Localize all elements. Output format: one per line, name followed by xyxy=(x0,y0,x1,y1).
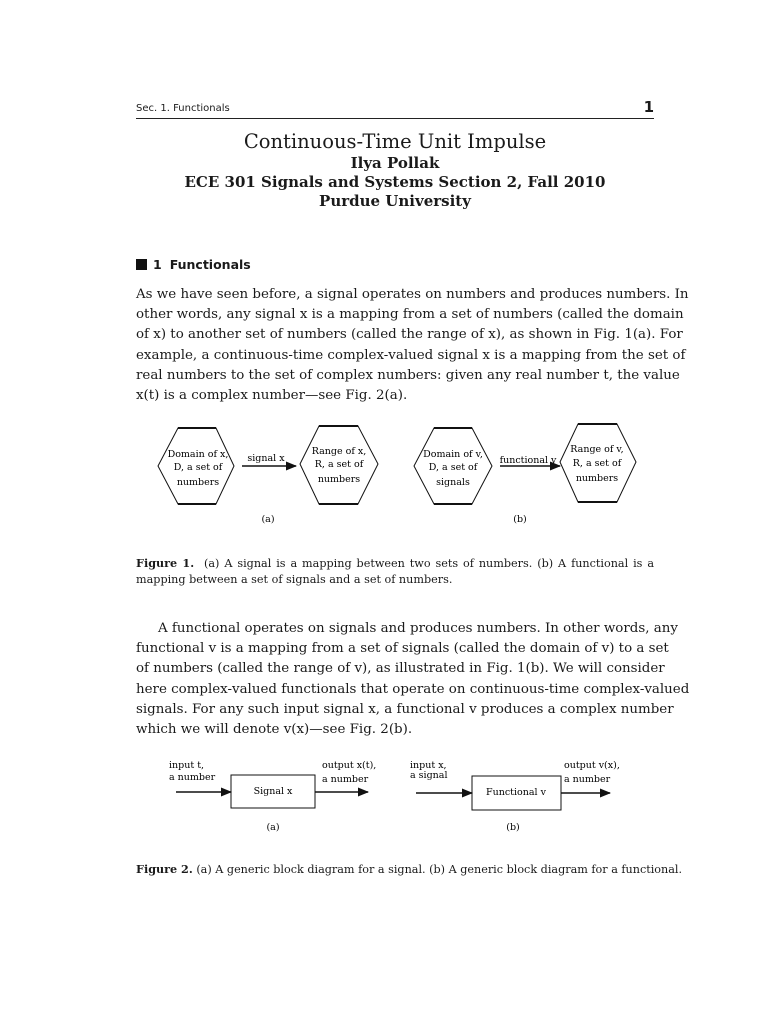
paragraph-line: A functional operates on signals and produces numbers. In other words, any xyxy=(158,621,678,636)
domain-a-line1: Domain of x, xyxy=(167,449,229,460)
figure-2-caption xyxy=(136,862,683,878)
section-title: Functionals xyxy=(169,257,251,272)
functional-block-label: Functional v xyxy=(486,787,546,798)
section-heading xyxy=(136,257,251,272)
input-b-line1: input x, xyxy=(410,760,447,771)
course-name: ECE 301 Signals and Systems Section 2, Fall 2010 xyxy=(184,173,606,191)
document-title: Continuous-Time Unit Impulse xyxy=(243,130,547,153)
range-a-line2: R, a set of xyxy=(314,459,364,470)
figure-2 xyxy=(136,756,654,838)
figure-1 xyxy=(136,418,654,530)
running-header xyxy=(136,100,654,119)
section-marker-square xyxy=(136,259,147,270)
paragraph-line: other words, any signal x is a mapping from a set of numbers (called the domain xyxy=(136,307,684,323)
author-name: Ilya Pollak xyxy=(350,154,440,172)
figure-1-caption-line2: mapping between a set of signals and a set of numbers. xyxy=(136,572,453,586)
range-a-line1: Range of x, xyxy=(311,446,367,457)
domain-b-line3: signals xyxy=(436,477,470,488)
subfigure-label-b: (b) xyxy=(506,822,520,833)
paragraph-line: here complex-valued functionals that operate on continuous-time complex-valued xyxy=(136,681,690,697)
range-a-line3: numbers xyxy=(317,474,361,485)
domain-b-line1: Domain of v, xyxy=(423,449,483,460)
domain-a-line2: D, a set of xyxy=(173,462,223,473)
title-block xyxy=(136,130,654,211)
paragraph-line: real numbers to the set of complex numbers: given any real number t, the value xyxy=(136,367,680,383)
university-name: Purdue University xyxy=(319,192,471,210)
range-b-line2: R, a set of xyxy=(572,458,622,469)
paragraph-line: which we will denote v(x)—see Fig. 2(b). xyxy=(136,722,413,738)
paragraph-line: x(t) is a complex number—see Fig. 2(a). xyxy=(136,388,408,404)
range-b-line3: numbers xyxy=(575,473,619,484)
domain-a-line3: numbers xyxy=(176,477,220,488)
arrow-label-a: signal x xyxy=(247,453,285,464)
figure-2-caption-label: Figure 2. xyxy=(136,862,193,876)
paragraph-line: functional v is a mapping from a set of signals (called the domain of v) to a set xyxy=(136,641,669,657)
paragraph-2 xyxy=(136,619,690,740)
range-b-line1: Range of v, xyxy=(570,444,624,455)
input-a-line2: a number xyxy=(169,772,216,783)
output-a-line1: output x(t), xyxy=(322,760,377,771)
paragraph-line: signals. For any such input signal x, a functional v produces a complex number xyxy=(136,701,674,717)
section-number: 1 xyxy=(153,257,162,272)
arrow-label-b: functional v xyxy=(499,455,557,466)
figure-1-caption xyxy=(136,556,654,587)
page-number: 1 xyxy=(643,98,654,116)
paragraph-line: example, a continuous-time complex-valued signal x is a mapping from the set of xyxy=(136,347,686,363)
running-header-section: Sec. 1. Functionals xyxy=(136,103,230,114)
subfigure-label-a: (a) xyxy=(261,514,275,525)
input-a-line1: input t, xyxy=(169,760,205,771)
figure-1-caption-label: Figure 1. xyxy=(136,556,195,570)
subfigure-label-a: (a) xyxy=(266,822,280,833)
input-b-line2: a signal xyxy=(410,770,448,781)
paragraph-line: As we have seen before, a signal operates on numbers and produces numbers. In xyxy=(136,287,689,302)
paragraph-line: of numbers (called the range of v), as illustrated in Fig. 1(b). We will consider xyxy=(136,661,665,677)
figure-1-caption-line1: (a) A signal is a mapping between two sets of numbers. (b) A functional is a xyxy=(204,557,654,570)
output-a-line2: a number xyxy=(322,774,369,785)
domain-b-line2: D, a set of xyxy=(428,462,478,473)
signal-block-label: Signal x xyxy=(253,786,293,797)
figure-2-caption-text: (a) A generic block diagram for a signal. (b) A generic block diagram for a functional. xyxy=(196,863,683,876)
output-b-line2: a number xyxy=(564,774,611,785)
subfigure-label-b: (b) xyxy=(513,514,527,525)
paragraph-1 xyxy=(136,285,689,406)
output-b-line1: output v(x), xyxy=(564,760,620,771)
paragraph-line: of x) to another set of numbers (called the range of x), as shown in Fig. 1(a). For xyxy=(136,327,683,343)
